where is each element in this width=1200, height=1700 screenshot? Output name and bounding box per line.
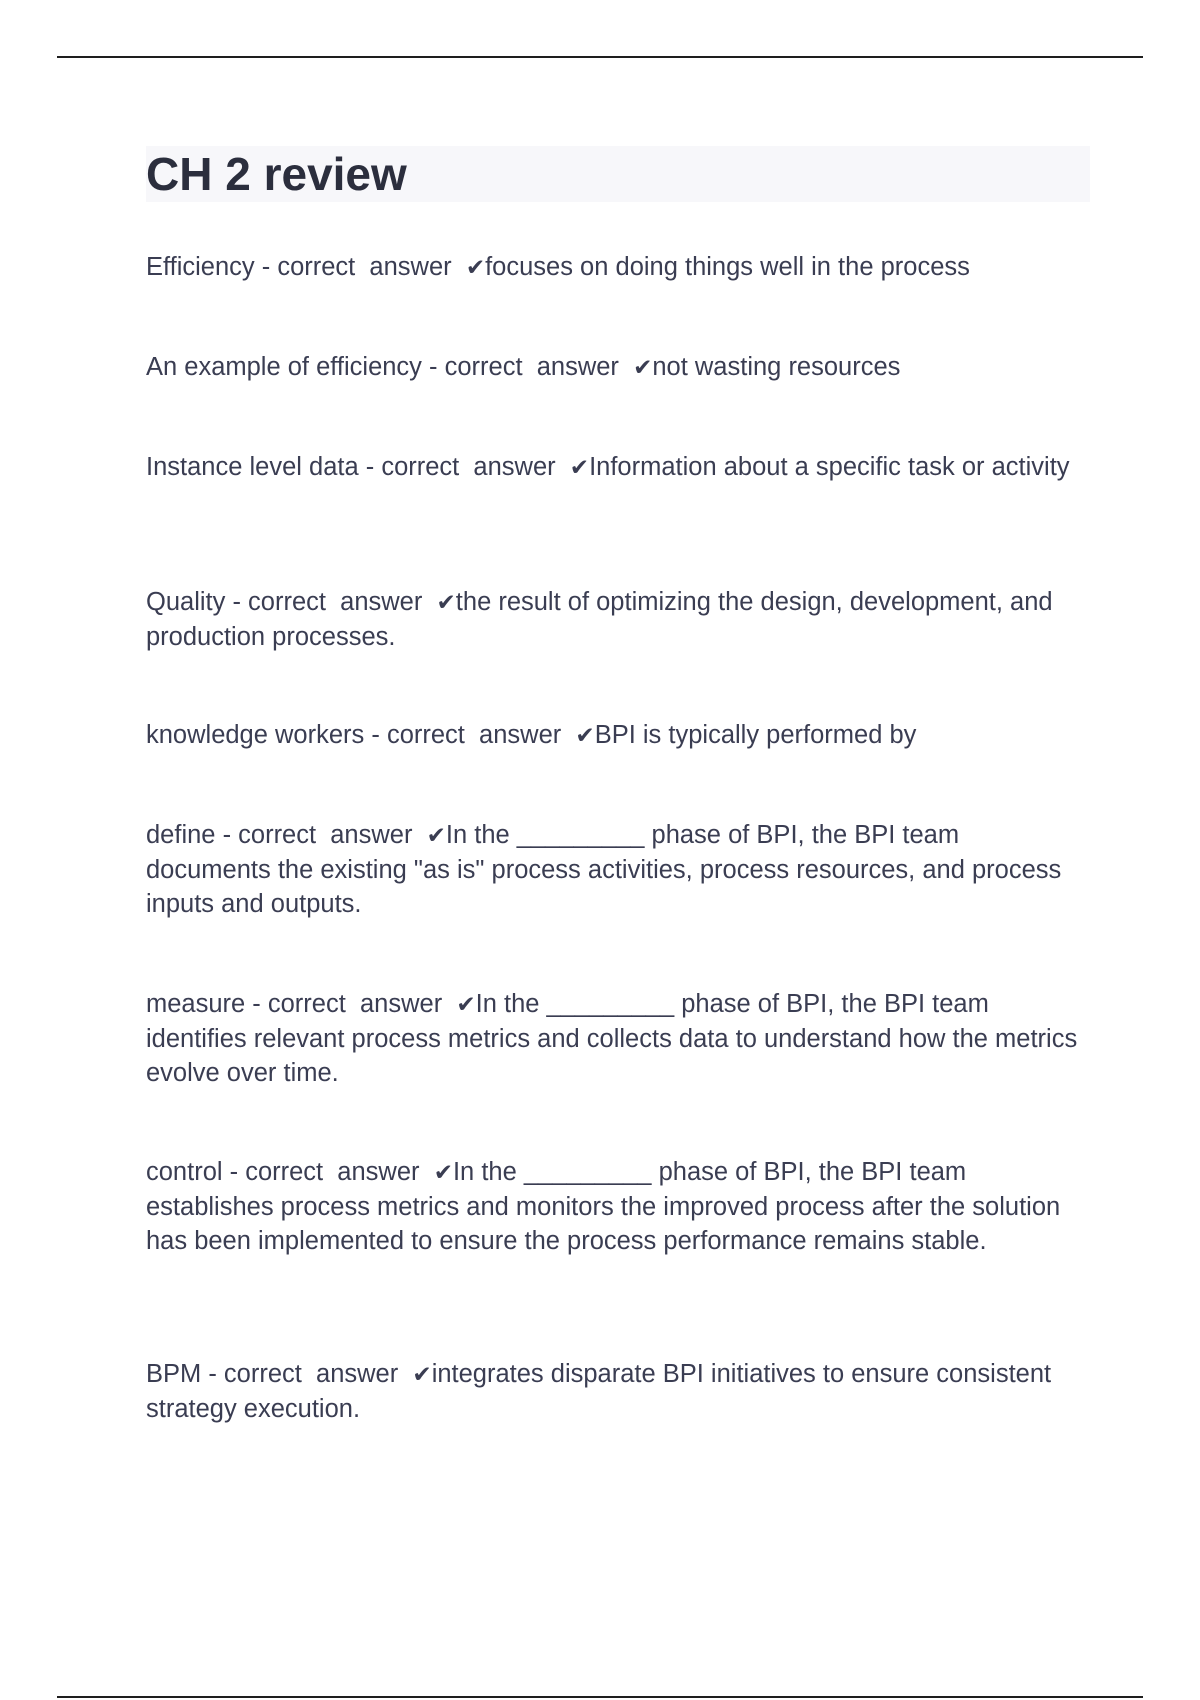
entry-definition: In the _________ phase of BPI, the BPI team documents the existing "as is" process activities, process resources, and process inputs and outputs. [146, 821, 1069, 918]
flashcard-entry [146, 350, 1090, 385]
top-rule [57, 56, 1143, 58]
entry-definition: the result of optimizing the design, development, and production processes. [146, 588, 1060, 651]
check-icon: ✔ [633, 355, 653, 381]
entry-term: define [146, 821, 216, 849]
entry-answer-label: - correct answer [245, 990, 457, 1018]
entry-definition: BPI is typically performed by [594, 721, 917, 749]
entry-term: An example of efficiency [146, 353, 422, 381]
entry-answer-label: - correct answer [215, 821, 427, 849]
check-icon: ✔ [436, 590, 456, 616]
entry-definition: In the _________ phase of BPI, the BPI team identifies relevant process metrics and collects data to understand how the metrics evolve over time. [146, 990, 1085, 1087]
document-title: CH 2 review [146, 148, 407, 200]
flashcard-entry [146, 1357, 1090, 1426]
entry-term: control [146, 1158, 223, 1186]
title-bar [146, 146, 1090, 202]
entry-answer-label: - correct answer [421, 353, 634, 381]
flashcard-entry [146, 818, 1090, 921]
flashcard-entry [146, 450, 1090, 485]
entry-answer-label: - correct answer [364, 721, 576, 749]
entry-answer-label: - correct answer [201, 1360, 413, 1388]
flashcard-entry [146, 585, 1090, 654]
check-icon: ✔ [426, 823, 446, 849]
flashcard-entry [146, 718, 1090, 753]
check-icon: ✔ [412, 1362, 432, 1388]
flashcard-entry [146, 987, 1090, 1090]
entry-definition: focuses on doing things well in the process [485, 253, 970, 281]
entry-definition: Information about a specific task or activity [589, 453, 1070, 481]
document-page [146, 146, 1090, 1423]
entry-answer-label: - correct answer [358, 453, 570, 481]
entry-term: Instance level data [146, 453, 359, 481]
check-icon: ✔ [569, 455, 590, 481]
entry-definition: integrates disparate BPI initiatives to ensure consistent strategy execution. [146, 1360, 1059, 1423]
check-icon: ✔ [433, 1160, 453, 1186]
entry-definition: In the _________ phase of BPI, the BPI team establishes process metrics and monitors the improved process after the solution has been implemented to ensure the process performance remains stable. [146, 1158, 1068, 1255]
entry-term: measure [146, 990, 246, 1018]
check-icon: ✔ [575, 723, 595, 749]
flashcard-entry [146, 250, 1090, 285]
flashcard-entry [146, 1155, 1090, 1258]
entry-term: Quality [146, 588, 226, 616]
entry-definition: not wasting resources [652, 353, 901, 381]
check-icon: ✔ [465, 255, 486, 281]
entry-answer-label: - correct answer [225, 588, 437, 616]
entry-term: BPM [146, 1360, 202, 1388]
entry-answer-label: - correct answer [254, 253, 466, 281]
entry-answer-label: - correct answer [222, 1158, 434, 1186]
check-icon: ✔ [456, 992, 476, 1018]
entry-term: Efficiency [146, 253, 255, 281]
bottom-rule [57, 1696, 1143, 1698]
entry-term: knowledge workers [146, 721, 365, 749]
